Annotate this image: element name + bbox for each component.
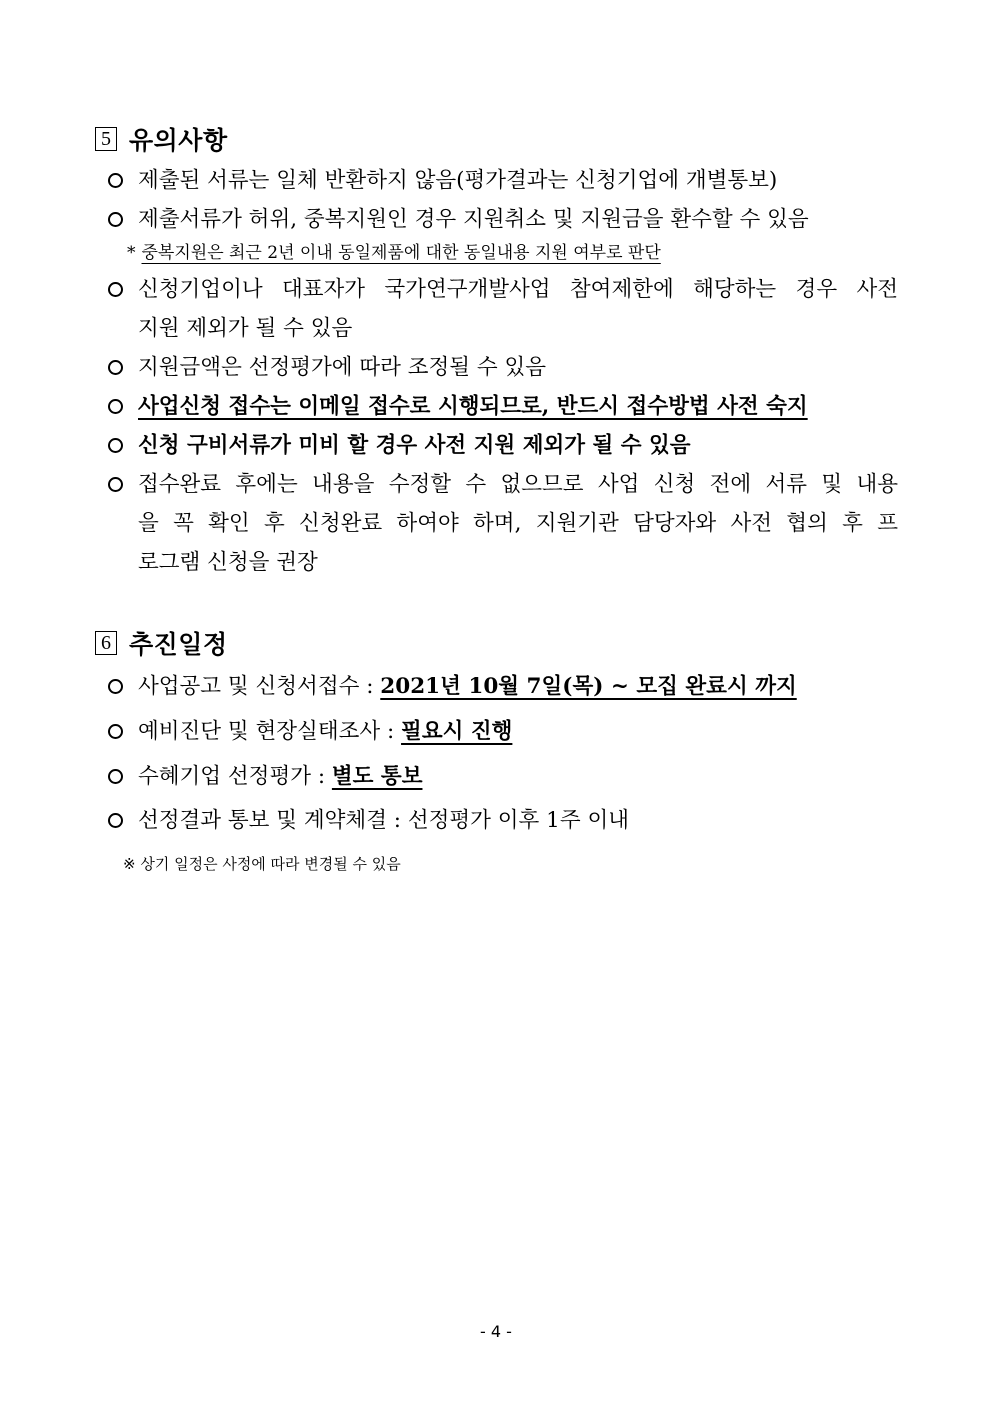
sub-note: * 중복지원은 최근 2년 이내 동일제품에 대한 동일내용 지원 여부로 판단 <box>127 243 661 263</box>
schedule-item: 선정결과 통보 및 계약체결 : 선정평가 이후 1주 이내 <box>108 801 898 840</box>
circle-bullet-icon <box>108 173 123 188</box>
section-number-box: 6 <box>95 631 117 655</box>
section-6-heading <box>95 625 228 661</box>
circle-bullet-icon <box>108 212 123 227</box>
circle-bullet-icon <box>108 282 123 297</box>
circle-bullet-icon <box>108 813 123 828</box>
schedule-item: 예비진단 및 현장실태조사 : 필요시 진행 <box>108 712 898 751</box>
list-item-emphasis: 사업신청 접수는 이메일 접수로 시행되므로, 반드시 접수방법 사전 숙지 <box>108 387 898 426</box>
schedule-footnote: ※ 상기 일정은 사정에 따라 변경될 수 있음 <box>123 855 401 873</box>
section-title: 추진일정 <box>129 630 228 659</box>
section-number-box: 5 <box>95 127 117 151</box>
page-number: - 4 - <box>480 1322 512 1341</box>
schedule-item: 수혜기업 선정평가 : 별도 통보 <box>108 757 898 796</box>
circle-bullet-icon <box>108 724 123 739</box>
circle-bullet-icon <box>108 769 123 784</box>
circle-bullet-icon <box>108 399 123 414</box>
list-item: 지원금액은 선정평가에 따라 조정될 수 있음 <box>108 348 898 387</box>
section-5-heading <box>95 121 228 157</box>
circle-bullet-icon <box>108 679 123 694</box>
list-item: 접수완료 후에는 내용을 수정할 수 없으므로 사업 신청 전에 서류 및 내용 을 꼭 확인 후 신청완료 하여야 하며, 지원기관 담당자와 사전 협의 후 프 로그램 신청을 권장 <box>108 465 898 582</box>
list-item: 제출된 서류는 일체 반환하지 않음(평가결과는 신청기업에 개별통보) <box>108 161 898 200</box>
list-item-emphasis: 신청 구비서류가 미비 할 경우 사전 지원 제외가 될 수 있음 <box>108 426 898 465</box>
circle-bullet-icon <box>108 438 123 453</box>
circle-bullet-icon <box>108 477 123 492</box>
list-item: 신청기업이나 대표자가 국가연구개발사업 참여제한에 해당하는 경우 사전 지원 제외가 될 수 있음 <box>108 270 898 348</box>
schedule-item: 사업공고 및 신청서접수 : 2021년 10월 7일(목) ~ 모집 완료시 까지 <box>108 667 898 706</box>
section-title: 유의사항 <box>129 126 228 155</box>
circle-bullet-icon <box>108 360 123 375</box>
list-item: 제출서류가 허위, 중복지원인 경우 지원취소 및 지원금을 환수할 수 있음 <box>108 200 898 239</box>
